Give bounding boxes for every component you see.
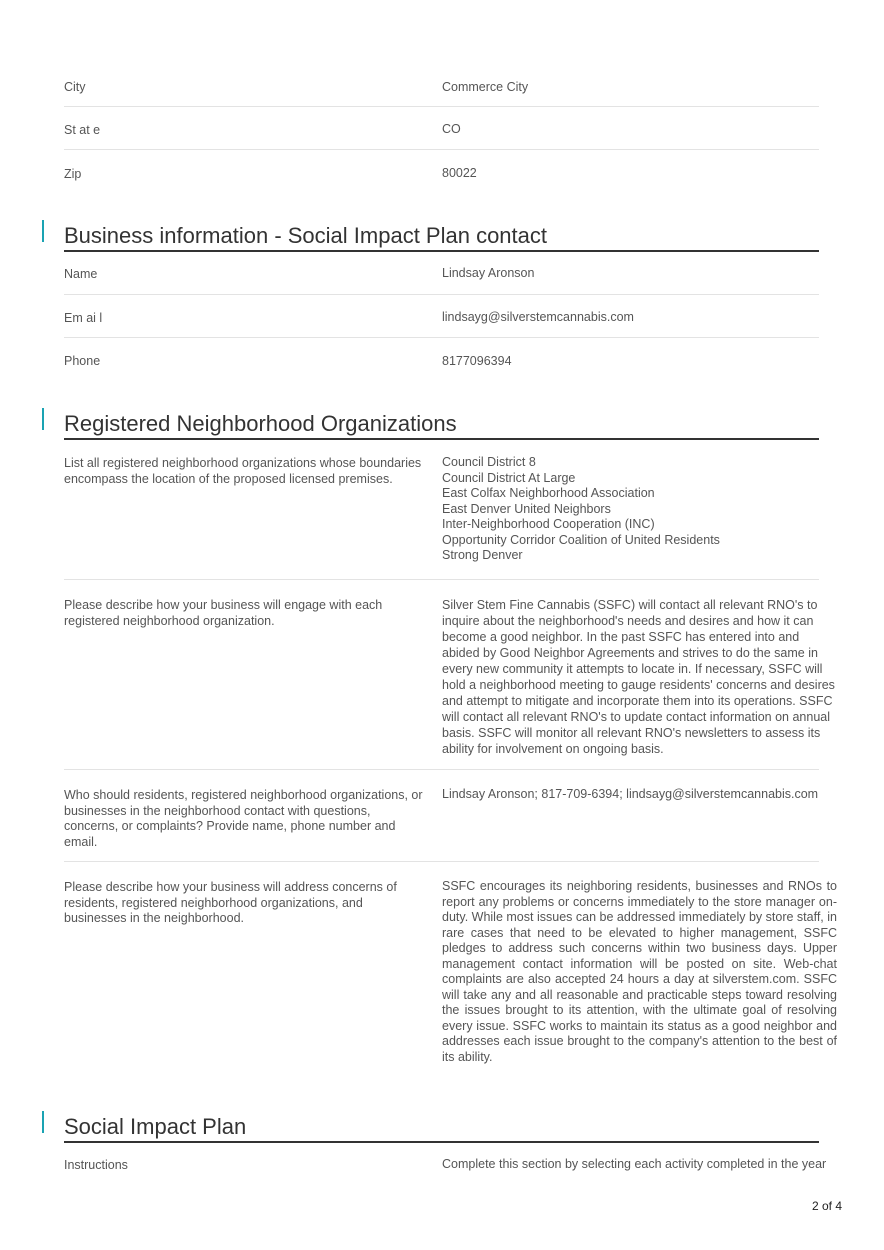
rno-contact-row — [64, 780, 819, 862]
section-marker — [42, 1111, 44, 1133]
section-marker — [42, 220, 44, 242]
rno-engage-value: Silver Stem Fine Cannabis (SSFC) will contact all relevant RNO's to inquire about the neighborhood's needs and desires and how it can become a good neighbor. In the past SSFC has entered into and abided by Good Neighbor Agreements and strives to do the same in every new community it attempts to locate in. If necessary, SSFC will hold a neighborhood meeting to gauge residents' concerns and desires and attempt to mitigate and incorporate them into its operations. SSFC will contact all relevant RNO's to update contact information on annual basis. SSFC will monitor all relevant RNO's newsletters to assess its ability for involvement on ongoing basis. — [442, 598, 835, 756]
section-marker — [42, 408, 44, 430]
zip-value: 80022 — [442, 166, 477, 180]
rno-list-item: Opportunity Corridor Coalition of United Residents — [442, 532, 720, 547]
rno-list-value — [442, 455, 837, 564]
contact-name-label: Name — [64, 267, 98, 281]
rno-list-item: Strong Denver — [442, 548, 523, 562]
contact-name-value: Lindsay Aronson — [442, 266, 535, 280]
rno-concerns-value: SSFC encourages its neighboring residents, businesses and RNOs to report any problems or concerns immediately to the store manager on- duty. While most issues can be addressed immediately by store staff, in rare cases that need to be elevated to higher management, SSFC pledges to address such concerns within two business days. Upper management contact information will be posted on site. Web-chat complaints are also accepted 24 hours a day at silverstem.com. SSFC will take any and all reasonable and practicable steps toward resolving the issues brought to its attention, with the ultimate goal of resolving every issue. SSFC works to maintain its status as a good neighbor and addresses each issue brought to the company's attention to the best of its ability. — [442, 879, 837, 1064]
section-heading-sip-contact: Business information - Social Impact Plan contact — [64, 222, 819, 252]
contact-email-label: Em ai l — [64, 311, 103, 325]
instructions-row — [64, 1150, 827, 1180]
zip-row — [64, 160, 819, 190]
city-label: City — [64, 80, 86, 94]
city-value: Commerce City — [442, 80, 529, 94]
city-row — [64, 72, 819, 107]
rno-list-label: List all registered neighborhood organizations whose boundaries encompass the location of the proposed licensed premises. — [64, 456, 422, 486]
rno-contact-label: Who should residents, registered neighborhood organizations, or businesses in the neighborhood contact with questions, concerns, or complaints? Provide name, phone number and email. — [64, 788, 423, 849]
instructions-value: Complete this section by selecting each activity completed in the year — [442, 1157, 827, 1171]
zip-label: Zip — [64, 167, 82, 181]
page-number: 2 of 4 — [811, 1199, 842, 1213]
section-heading-rno: Registered Neighborhood Organizations — [64, 410, 819, 440]
rno-contact-value: Lindsay Aronson; 817-709-6394; lindsayg@silverstemcannabis.com — [442, 787, 819, 801]
rno-engage-label: Please describe how your business will engage with each registered neighborhood organization. — [64, 598, 383, 628]
rno-engage-row — [64, 590, 835, 770]
instructions-label: Instructions — [64, 1158, 128, 1172]
rno-list-item: East Colfax Neighborhood Association — [442, 486, 655, 500]
contact-phone-label: Phone — [64, 354, 101, 368]
rno-concerns-row — [64, 872, 837, 1072]
rno-list-row — [64, 447, 819, 580]
section-heading-social-impact: Social Impact Plan — [64, 1113, 819, 1143]
contact-phone-value: 8177096394 — [442, 354, 512, 368]
state-value: CO — [442, 122, 461, 136]
rno-list-item: Council District At Large — [442, 470, 576, 485]
contact-name-row — [64, 259, 819, 295]
rno-concerns-label: Please describe how your business will address concerns of residents, registered neighborhood organizations, and businesses in the neighborhood. — [64, 880, 397, 925]
rno-list-item: Council District 8 — [442, 455, 536, 469]
state-label: St at e — [64, 123, 101, 137]
contact-email-row — [64, 304, 819, 338]
rno-list-item: East Denver United Neighbors — [442, 501, 611, 516]
contact-email-value: lindsayg@silverstemcannabis.com — [442, 310, 634, 324]
contact-phone-row — [64, 347, 819, 377]
rno-list-item: Inter-Neighborhood Cooperation (INC) — [442, 517, 655, 531]
state-row — [64, 116, 819, 150]
